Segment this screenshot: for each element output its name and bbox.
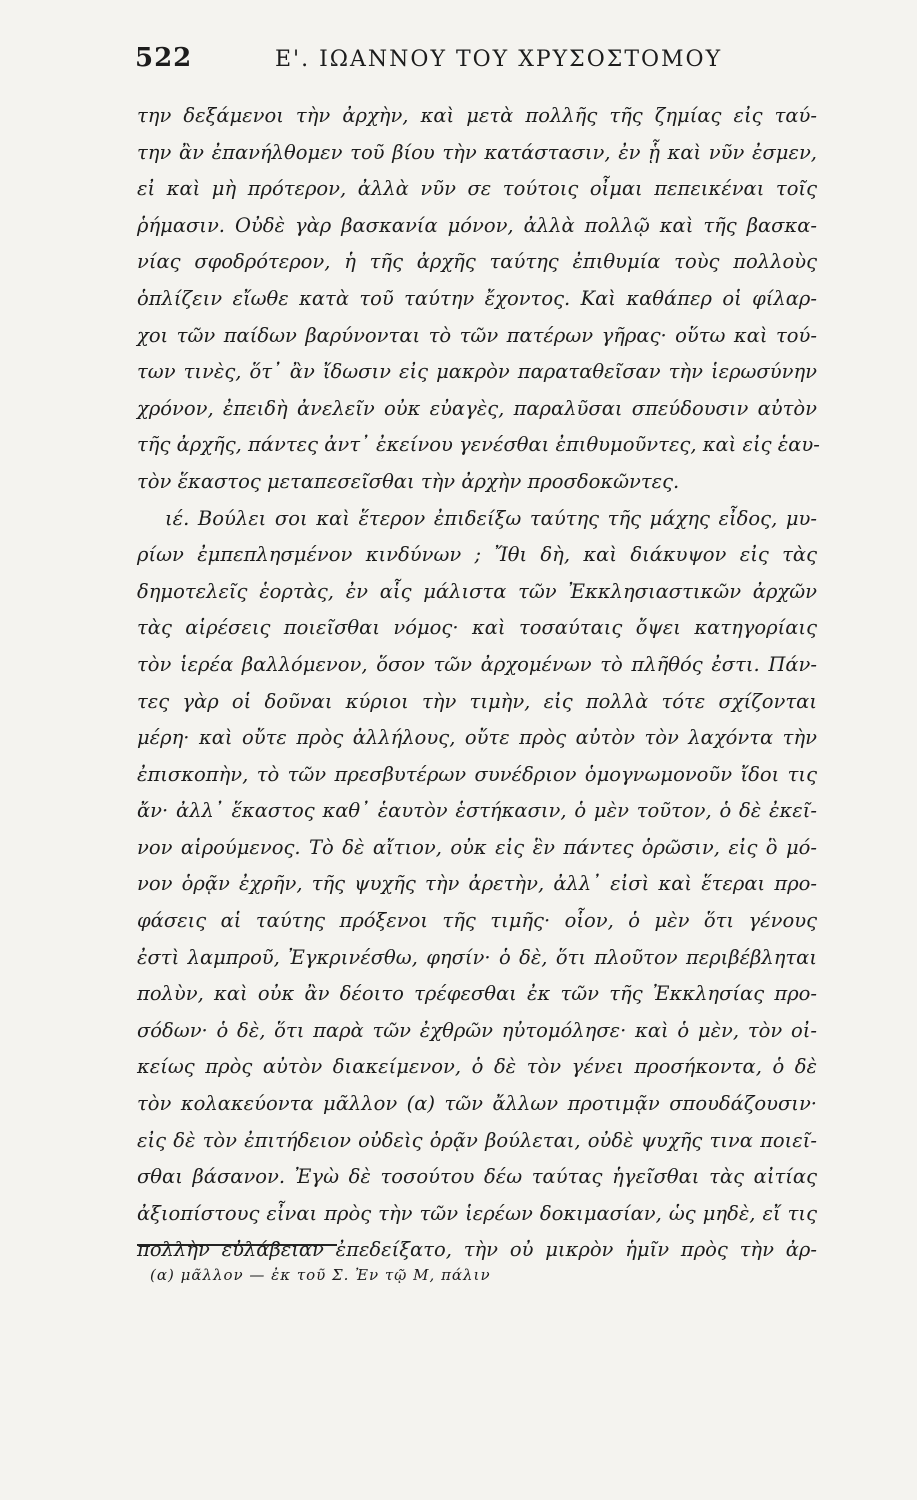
section-start-line: ιέ. Βούλει σοι καὶ ἕτερον ἐπιδείξω ταύτης τῆς μάχης εἶδος, μυ-	[165, 506, 817, 530]
text-line: νον αἱρούμενος. Τὸ δὲ αἴτιον, οὐκ εἰς ἓν πάντες ὁρῶσιν, εἰς ὃ μό-	[137, 835, 817, 859]
text-line: πολὺν, καὶ οὐκ ἂν δέοιτο τρέφεσθαι ἐκ τῶν τῆς Ἐκκλησίας προ-	[137, 982, 817, 1006]
text-line: τῆς ἀρχῆς, πάντες ἀντ᾽ ἐκείνου γενέσθαι ἐπιθυμοῦντες, καὶ εἰς ἑαυ-	[137, 433, 820, 457]
text-line: ἐπισκοπὴν, τὸ τῶν πρεσβυτέρων συνέδριον ὁμογνωμονοῦν ἴδοι τις	[137, 762, 817, 786]
text-line: ἐστὶ λαμπροῦ, Ἐγκρινέσθω, φησίν· ὁ δὲ, ὅτι πλοῦτον περιβέβληται	[137, 945, 817, 969]
text-line: εἰ καὶ μὴ πρότερον, ἀλλὰ νῦν σε τούτοις οἶμαι πεπεικέναι τοῖς	[137, 177, 817, 201]
text-line: κείως πρὸς αὐτὸν διακείμενον, ὁ δὲ τὸν γένει προσήκοντα, ὁ δὲ	[137, 1055, 817, 1079]
text-line: χοι τῶν παίδων βαρύνονται τὸ τῶν πατέρων γῆρας· οὕτω καὶ τού-	[137, 323, 817, 347]
text-line: ἄν· ἀλλ᾽ ἕκαστος καθ᾽ ἑαυτὸν ἑστήκασιν, ὁ μὲν τοῦτον, ὁ δὲ ἐκεῖ-	[137, 799, 817, 823]
text-line: πολλὴν εὐλάβειαν ἐπεδείξατο, τὴν οὐ μικρὸν ἡμῖν πρὸς τὴν ἀρ-	[137, 1238, 817, 1262]
main-text	[137, 98, 820, 1269]
text-line: τὰς αἱρέσεις ποιεῖσθαι νόμος· καὶ τοσαύταις ὄψει κατηγορίαις	[137, 616, 817, 640]
text-line: εἰς δὲ τὸν ἐπιτήδειον οὐδεὶς ὁρᾷν βούλεται, οὐδὲ ψυχῆς τινα ποιεῖ-	[137, 1128, 817, 1152]
text-line: ἀξιοπίστους εἶναι πρὸς τὴν τῶν ἱερέων δοκιμασίαν, ὡς μηδὲ, εἴ τις	[137, 1201, 817, 1225]
text-line: τὸν ἱερέα βαλλόμενον, ὅσον τῶν ἀρχομένων τὸ πλῆθός ἐστι. Πάν-	[137, 652, 817, 676]
text-line: δημοτελεῖς ἑορτὰς, ἐν αἷς μάλιστα τῶν Ἐκκλησιαστικῶν ἀρχῶν	[137, 579, 817, 603]
page-header	[135, 43, 815, 83]
text-line: ρίων ἐμπεπλησμένον κινδύνων ; Ἴθι δὴ, καὶ διάκυψον εἰς τὰς	[137, 543, 817, 567]
footnote: (α) μᾶλλον — ἐκ τοῦ Σ. Ἐν τῷ Μ, πάλιν	[150, 1266, 491, 1284]
text-line: των τινὲς, ὅτ᾽ ἂν ἴδωσιν εἰς μακρὸν παραταθεῖσαν τὴν ἱερωσύνην	[137, 360, 817, 384]
text-line: την δεξάμενοι τὴν ἀρχὴν, καὶ μετὰ πολλῆς τῆς ζημίας εἰς ταύ-	[137, 104, 817, 127]
text-line: νίας σφοδρότερον, ἡ τῆς ἀρχῆς ταύτης ἐπιθυμία τοὺς πολλοὺς	[137, 250, 817, 274]
text-line: χρόνον, ἐπειδὴ ἀνελεῖν οὐκ εὐαγὲς, παραλῦσαι σπεύδουσιν αὐτὸν	[137, 396, 817, 420]
text-line: νον ὁρᾷν ἐχρῆν, τῆς ψυχῆς τὴν ἀρετὴν, ἀλλ᾽ εἰσὶ καὶ ἕτεραι προ-	[137, 872, 817, 896]
text-line: την ἂν ἐπανήλθομεν τοῦ βίου τὴν κατάστασιν, ἐν ᾗ καὶ νῦν ἐσμεν,	[137, 140, 817, 164]
text-line: σθαι βάσανον. Ἐγὼ δὲ τοσούτου δέω ταύτας ἡγεῖσθαι τὰς αἰτίας	[137, 1165, 817, 1189]
text-line: ὁπλίζειν εἴωθε κατὰ τοῦ ταύτην ἔχοντος. Καὶ καθάπερ οἱ φίλαρ-	[137, 286, 817, 310]
text-line: τες γὰρ οἱ δοῦναι κύριοι τὴν τιμὴν, εἰς πολλὰ τότε σχίζονται	[137, 689, 817, 713]
text-line: τὸν ἕκαστος μεταπεσεῖσθαι τὴν ἀρχὴν προσδοκῶντες.	[137, 469, 680, 493]
page-number: 522	[135, 43, 193, 73]
text-line: μέρη· καὶ οὔτε πρὸς ἀλλήλους, οὔτε πρὸς αὐτὸν τὸν λαχόντα τὴν	[137, 726, 817, 750]
running-title: Ε'. ΙΩΑΝΝΟΥ ΤΟΥ ΧΡΥΣΟΣΤΟΜΟΥ	[275, 47, 723, 72]
text-line: φάσεις αἱ ταύτης πρόξενοι τῆς τιμῆς· οἷον, ὁ μὲν ὅτι γένους	[137, 909, 817, 933]
text-line: ῥήμασιν. Οὐδὲ γὰρ βασκανία μόνον, ἀλλὰ πολλῷ καὶ τῆς βασκα-	[137, 213, 817, 237]
text-line: σόδων· ὁ δὲ, ὅτι παρὰ τῶν ἐχθρῶν ηὐτομόλησε· καὶ ὁ μὲν, τὸν οἰ-	[137, 1018, 817, 1042]
text-line: τὸν κολακεύοντα μᾶλλον (α) τῶν ἄλλων προτιμᾷν σπουδάζουσιν·	[137, 1092, 817, 1116]
footnote-divider	[137, 1244, 337, 1246]
